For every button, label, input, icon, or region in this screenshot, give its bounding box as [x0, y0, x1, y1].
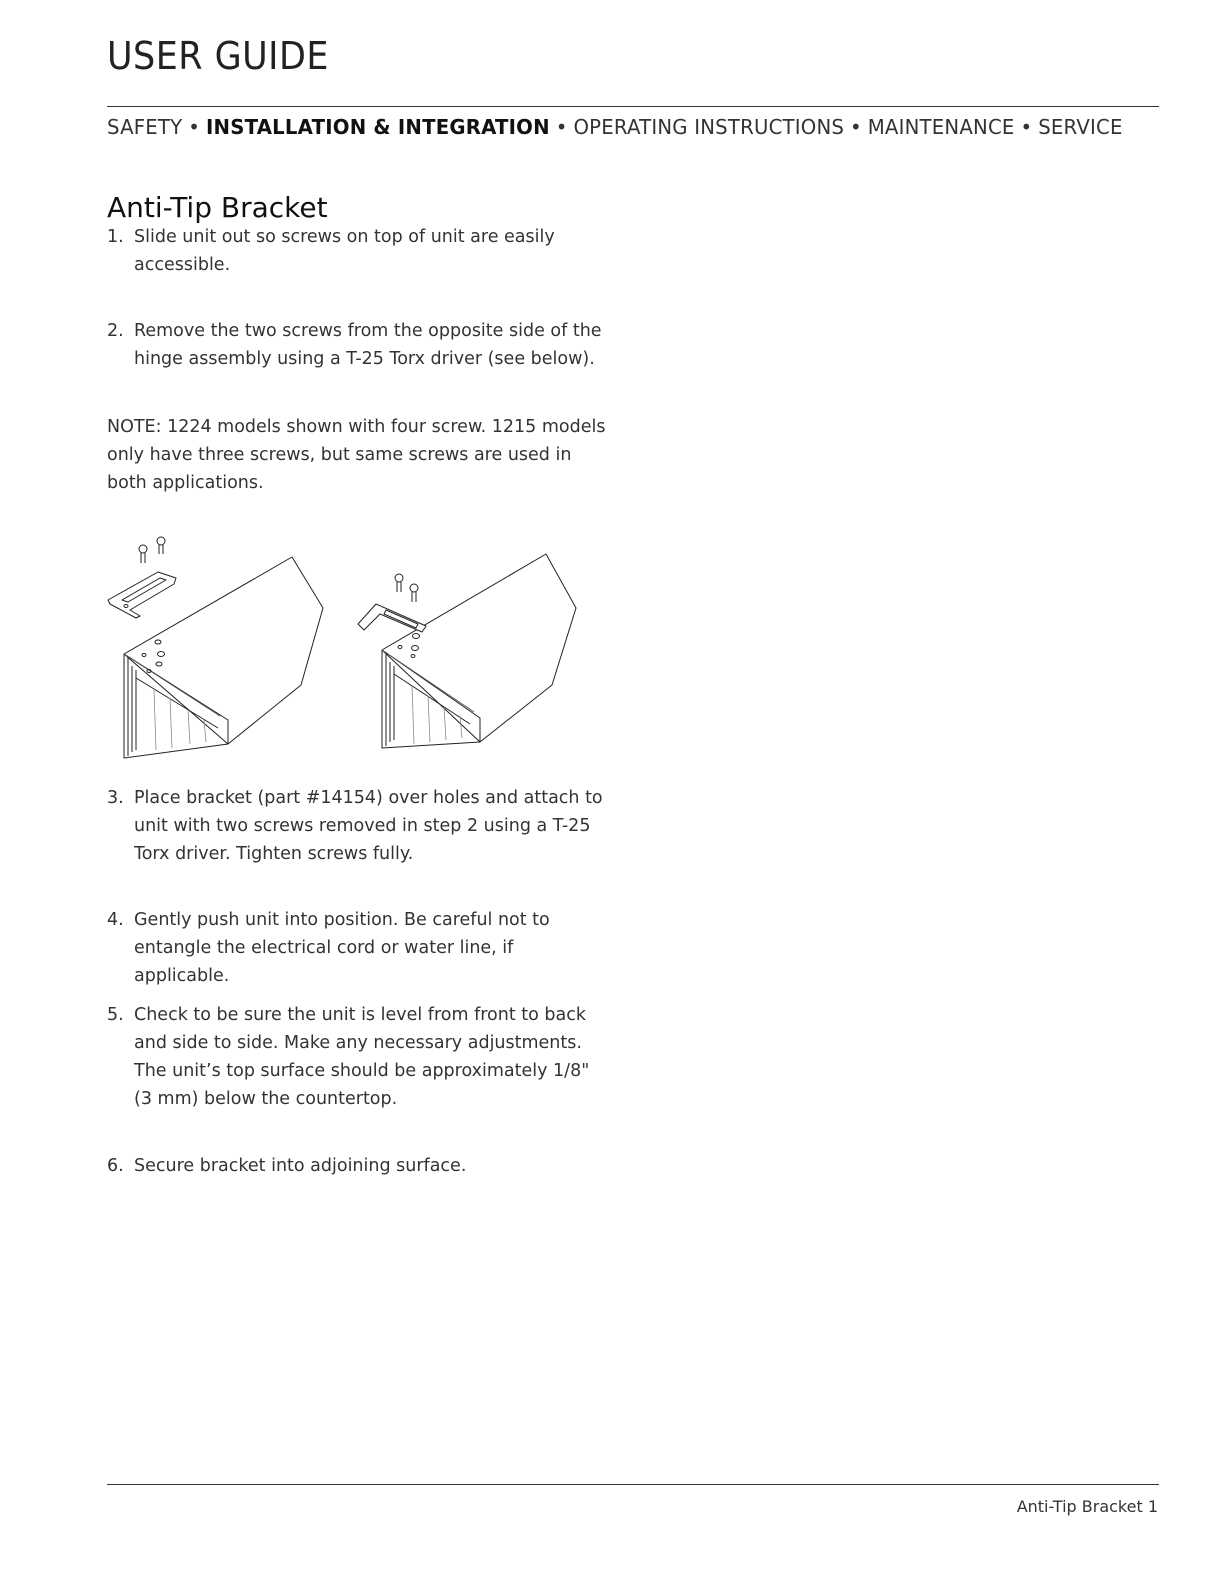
nav-item-safety: SAFETY — [107, 115, 183, 139]
step-number: 3. — [107, 788, 124, 808]
section-heading: Anti-Tip Bracket — [107, 191, 328, 225]
step-number: 6. — [107, 1156, 124, 1176]
step-4 — [107, 906, 607, 990]
step-text: Secure bracket into adjoining surface. — [134, 1156, 467, 1176]
unit-before-illustration — [108, 537, 323, 758]
footer-rule — [107, 1484, 1159, 1485]
nav-item-service: SERVICE — [1038, 115, 1123, 139]
footer-page-label: Anti-Tip Bracket 1 — [1016, 1497, 1158, 1516]
nav-separator: • — [850, 115, 862, 139]
step-text: Check to be sure the unit is level from front to back and side to side. Make any necessary adjustments. The unit’s top surface should be approximately 1/8" (3 mm) below the countertop. — [134, 1005, 590, 1109]
unit-after-illustration — [358, 554, 576, 748]
nav-separator: • — [555, 115, 568, 139]
step-number: 5. — [107, 1005, 124, 1025]
nav-item-installation: INSTALLATION & INTEGRATION — [206, 115, 550, 139]
step-5 — [107, 1001, 607, 1113]
step-text: Gently push unit into position. Be careful not to entangle the electrical cord or water line, if applicable. — [134, 910, 550, 986]
step-6 — [107, 1152, 607, 1180]
section-nav — [107, 115, 1151, 139]
step-text: Remove the two screws from the opposite side of the hinge assembly using a T-25 Torx driver (see below). — [134, 321, 602, 369]
step-number: 1. — [107, 227, 124, 247]
step-2 — [107, 317, 607, 373]
header-rule — [107, 106, 1159, 107]
nav-item-maintenance: MAINTENANCE — [867, 115, 1015, 139]
step-number: 4. — [107, 910, 124, 930]
bracket-installation-illustration — [100, 530, 590, 765]
document-title: USER GUIDE — [107, 34, 329, 78]
nav-separator: • — [1020, 115, 1033, 139]
step-3 — [107, 784, 607, 868]
step-text: Slide unit out so screws on top of unit are easily accessible. — [134, 227, 555, 275]
step-text: Place bracket (part #14154) over holes and attach to unit with two screws removed in step 2 using a T-25 Torx driver. Tighten screws fully. — [134, 788, 603, 864]
nav-separator: • — [188, 115, 201, 139]
model-note: NOTE: 1224 models shown with four screw. 1215 models only have three screws, but same screws are used in both applications. — [107, 417, 606, 493]
nav-item-operating: OPERATING INSTRUCTIONS — [573, 115, 845, 139]
step-number: 2. — [107, 321, 124, 341]
step-1 — [107, 223, 607, 279]
